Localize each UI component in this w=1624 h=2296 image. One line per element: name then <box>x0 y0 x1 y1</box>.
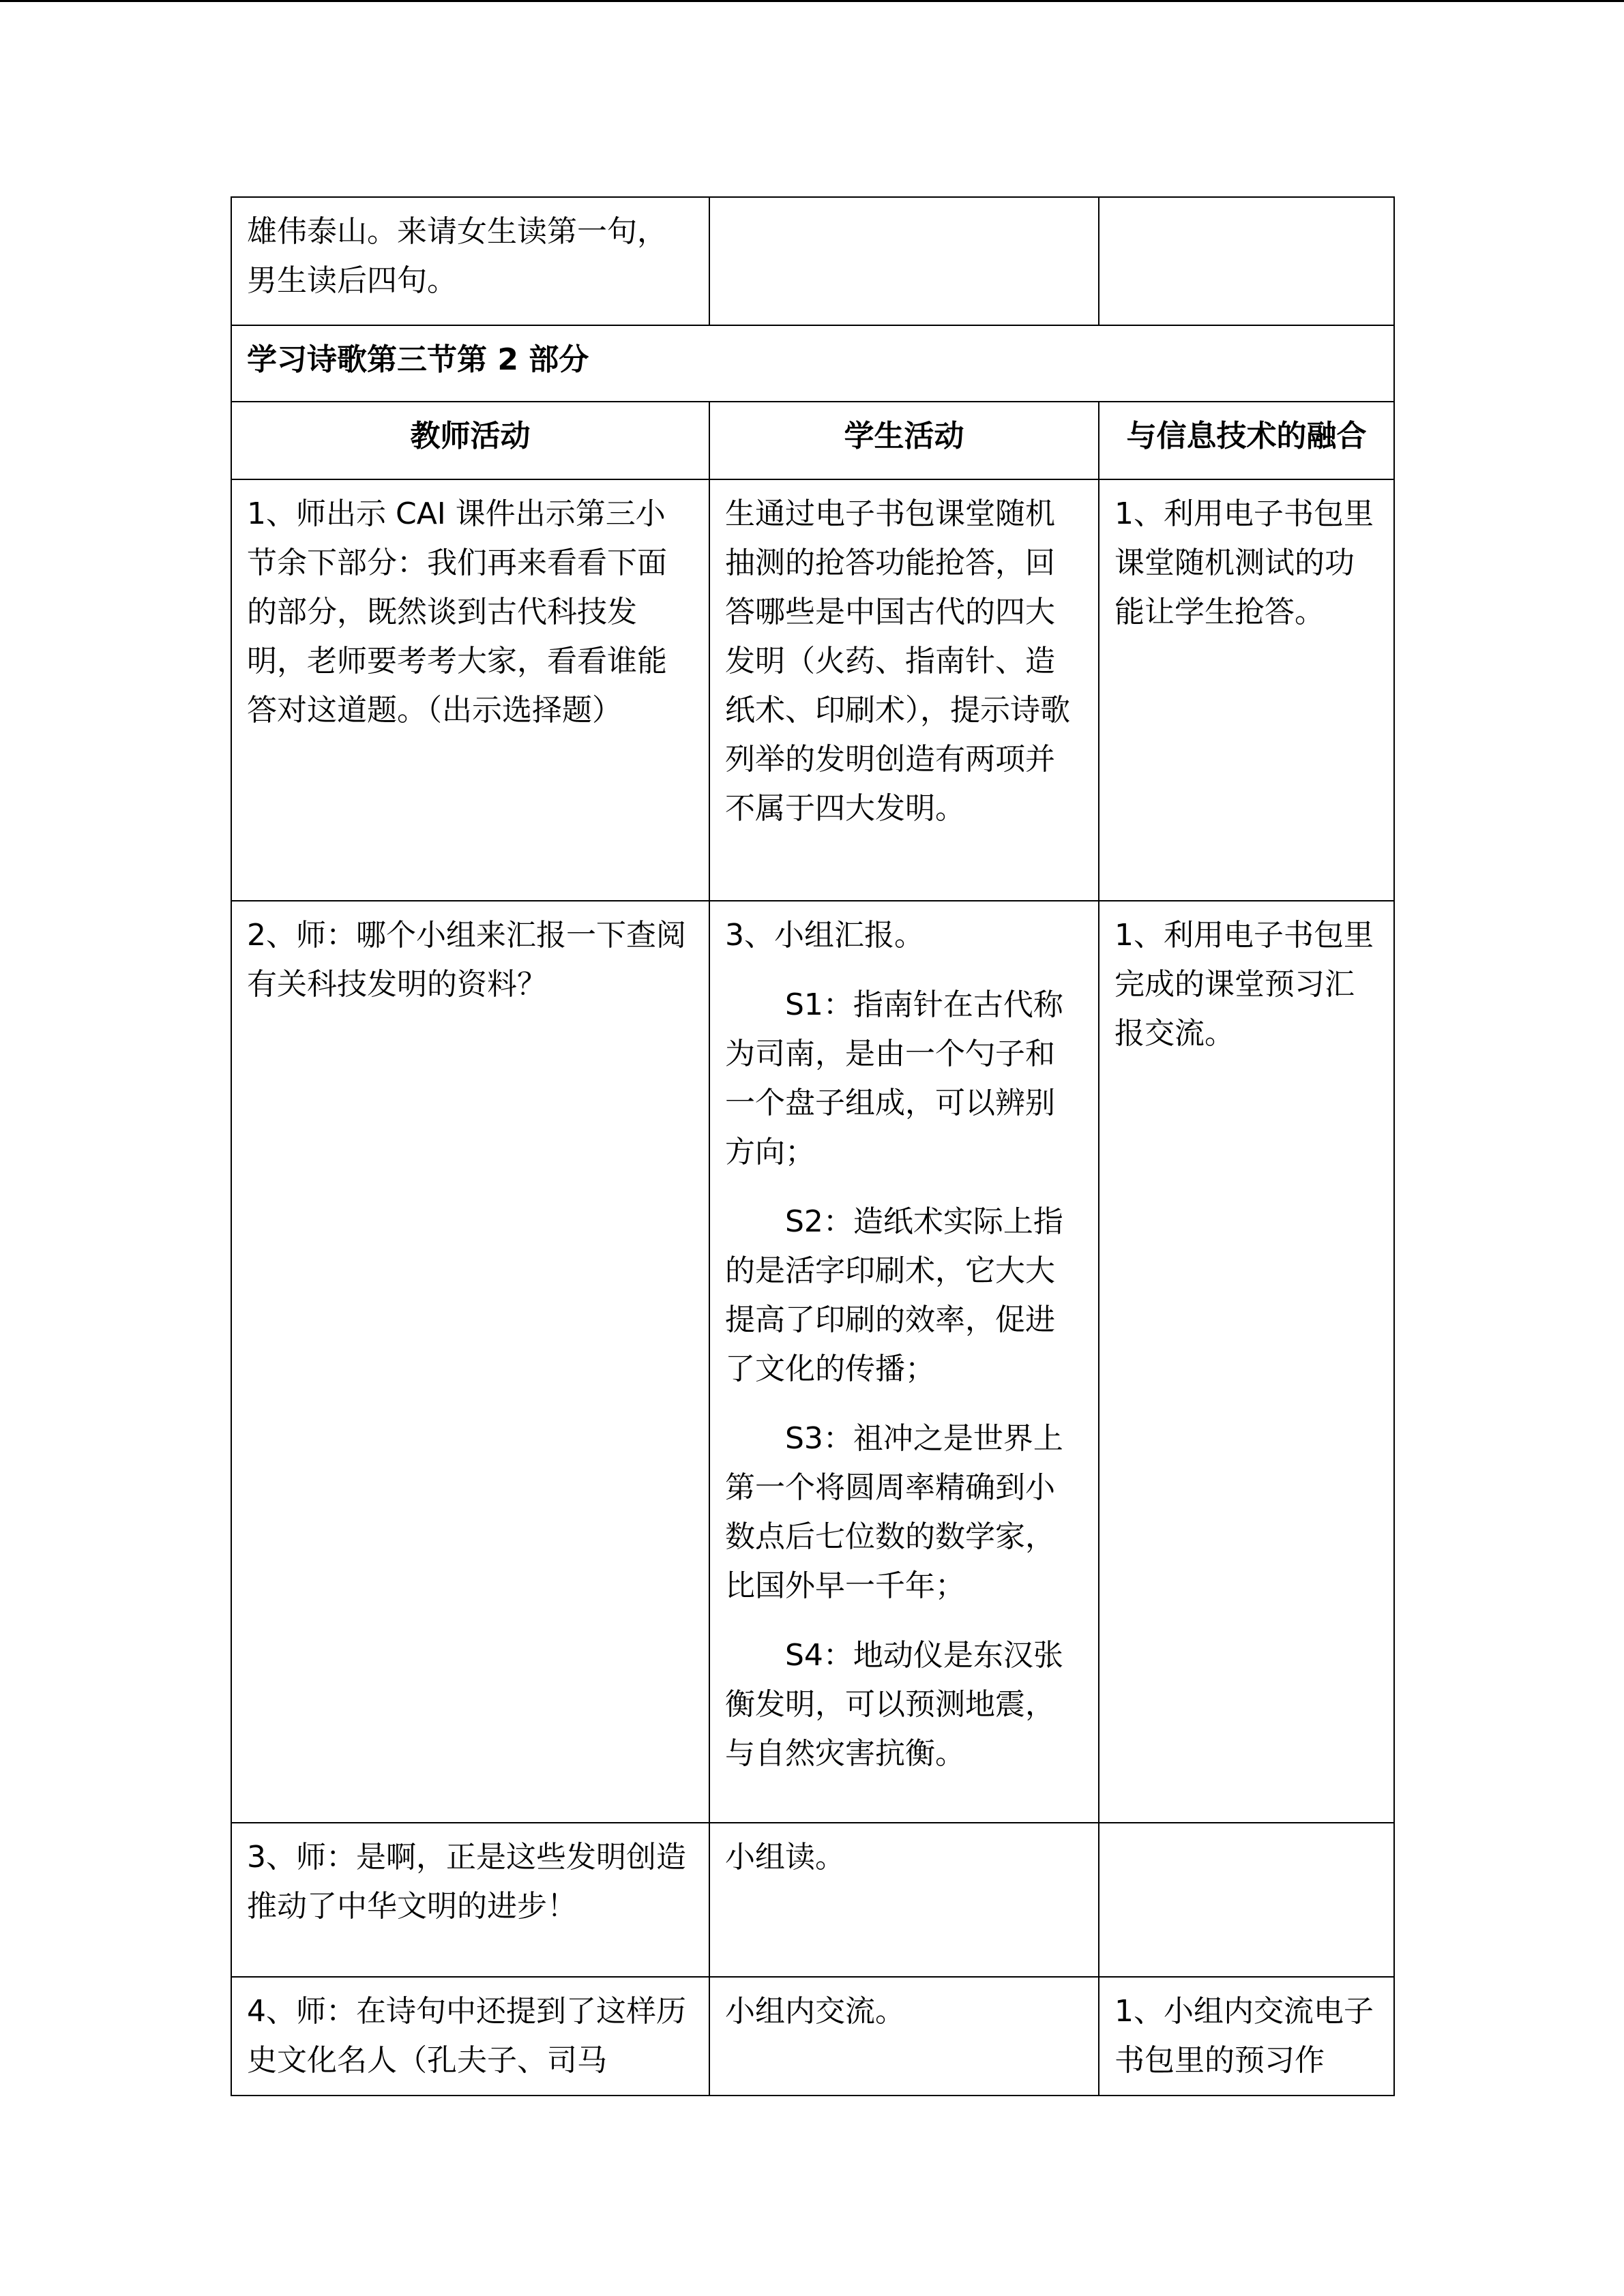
cell-text: 1、利用电子书包里完成的课堂预习汇报交流。 <box>1114 918 1374 1051</box>
table-row <box>231 901 1394 1823</box>
tech-integration-cell <box>1099 197 1394 325</box>
header-student-activity: 学生活动 <box>709 402 1099 479</box>
cell-text: 1、小组内交流电子书包里的预习作 <box>1114 1994 1374 2078</box>
cell-text: 生通过电子书包课堂随机抽测的抢答功能抢答，回答哪些是中国古代的四大发明（火药、指南针、造纸术、印刷术），提示诗歌列举的发明创造有两项并不属于四大发明。 <box>725 496 1070 826</box>
cell-text: 1、利用电子书包里课堂随机测试的功能让学生抢答。 <box>1114 496 1374 629</box>
teacher-activity-cell <box>231 197 709 325</box>
table-row <box>231 1823 1394 1977</box>
page-top-border <box>0 0 1624 2</box>
table-row-header <box>231 402 1394 479</box>
student-activity-cell <box>709 1977 1099 2096</box>
teacher-activity-cell <box>231 1823 709 1977</box>
cell-text: 雄伟泰山。来请女生读第一句，男生读后四句。 <box>247 214 667 298</box>
group-report-item: S4：地动仪是东汉张衡发明，可以预测地震，与自然灾害抗衡。 <box>725 1638 1063 1771</box>
section-title-cell <box>231 325 1394 402</box>
group-report-intro: 3、小组汇报。 <box>725 918 924 953</box>
tech-integration-cell <box>1099 479 1394 901</box>
student-activity-cell <box>709 901 1099 1823</box>
cell-text: 3、师：是啊，正是这些发明创造推动了中华文明的进步！ <box>247 1840 686 1924</box>
lesson-plan-table <box>231 196 1395 2096</box>
teacher-activity-cell <box>231 479 709 901</box>
tech-integration-cell <box>1099 1977 1394 2096</box>
table-row-section-title <box>231 325 1394 402</box>
cell-text: 4、师：在诗句中还提到了这样历史文化名人（孔夫子、司马 <box>247 1994 686 2078</box>
student-activity-cell <box>709 197 1099 325</box>
table-row-continued <box>231 197 1394 325</box>
tech-integration-cell <box>1099 901 1394 1823</box>
teacher-activity-cell <box>231 901 709 1823</box>
teacher-activity-cell <box>231 1977 709 2096</box>
student-activity-cell <box>709 1823 1099 1977</box>
tech-integration-cell <box>1099 1823 1394 1977</box>
header-teacher-activity: 教师活动 <box>231 402 709 479</box>
header-tech-integration: 与信息技术的融合 <box>1099 402 1394 479</box>
group-report-item: S3：祖冲之是世界上第一个将圆周率精确到小数点后七位数的数学家，比国外早一千年； <box>725 1421 1063 1603</box>
cell-text: 小组读。 <box>725 1840 845 1875</box>
group-report-item: S2：造纸术实际上指的是活字印刷术，它大大提高了印刷的效率，促进了文化的传播； <box>725 1204 1063 1386</box>
table-row <box>231 1977 1394 2096</box>
cell-text: 2、师：哪个小组来汇报一下查阅有关科技发明的资料？ <box>247 918 686 1002</box>
section-title: 学习诗歌第三节第 2 部分 <box>247 342 589 377</box>
group-report-item: S1：指南针在古代称为司南，是由一个勺子和一个盘子组成，可以辨别方向； <box>725 987 1063 1169</box>
cell-text: 小组内交流。 <box>725 1994 905 2029</box>
student-activity-cell <box>709 479 1099 901</box>
cell-text: 1、师出示 CAI 课件出示第三小节余下部分：我们再来看看下面的部分，既然谈到古代科技发明，老师要考考大家，看看谁能答对这道题。（出示选择题） <box>247 496 667 728</box>
table-row <box>231 479 1394 901</box>
